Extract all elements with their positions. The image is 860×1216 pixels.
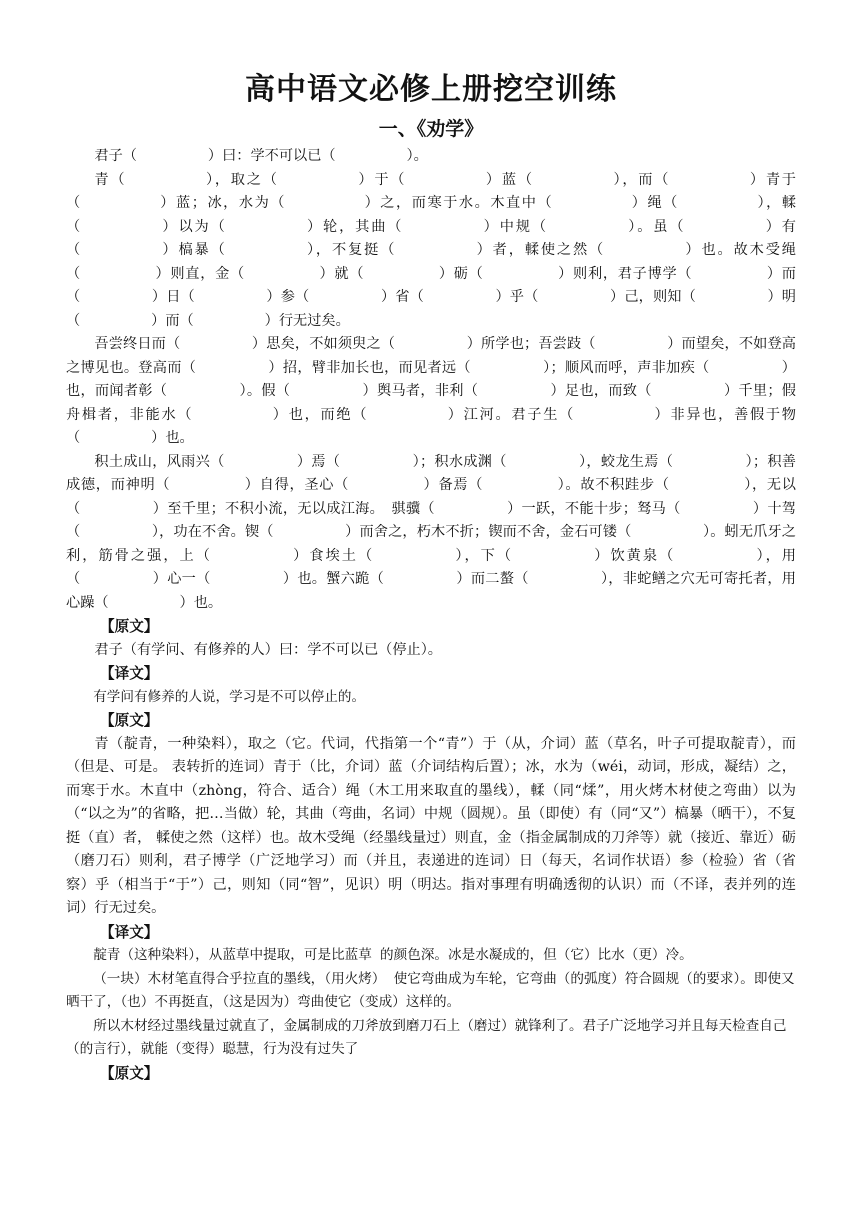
original-heading: 【原文】 [100, 1064, 159, 1082]
translation-heading: 【译文】 [100, 665, 159, 682]
original-heading: 【原文】 [100, 618, 159, 635]
section-title: 一、《劝学》 [378, 118, 484, 140]
page-title: 高中语文必修上册挖空训练 [245, 72, 617, 107]
translation-paragraph-1: 靛青（这种染料），从蓝草中提取，可是比蓝草 的颜色深。冰是水凝成的，但（它）比水（更）冷。 [93, 947, 693, 963]
original-1 [66, 615, 796, 662]
cloze-exercise [66, 145, 796, 615]
document-page [66, 64, 796, 1085]
original-2 [66, 709, 796, 921]
translation-paragraph-2: （一块）木材笔直得合乎拉直的墨线，（用火烤） 使它弯曲成为车轮，它弯曲（的弧度）符合圆规（的要求）。即使又晒干了，（也）不再挺直，（这是因为）弯曲使它（变成）这样的。 [66, 970, 795, 1010]
translation-text: 有学问有修养的人说，学习是不可以停止的。 [93, 688, 366, 705]
original-annotated-text: 青（靛青，一种染料），取之（它。代词，代指第一个“青”）于（从，介词）蓝（草名，叶子可提取靛青），而（但是、可是。 表转折的连词）青于（比，介词）蓝（介词结构后置）；冰，水为（wéi，动词，形成，凝结）之，而寒于水。木直中（zhòng，符合、适合）绳（木工用来取直的墨线），輮（同“煣”，用火烤木材使之弯曲）以为（“以之为”的省略，把…当做）轮，其曲（弯曲，名词）中规（圆规）。虽（即使）有（同“又”）槁暴（晒干），不复挺（直）者， 輮使之然（这样）也。故木受绳（经墨线量过）则直，金（指金属制成的刀斧等）就（接近、靠近）砺（磨刀石）则利，君子博学（广泛地学习）而（并且，表递进的连词）日（每天，名词作状语）参（检验）省（省察）乎（相当于“于”）己，则知（同“智”，见识）明（明达。指对事理有明确透彻的认识）而（不译，表并列的连词）行无过矣。 [66, 735, 796, 916]
cloze-paragraph-2: 青（ ），取之（ ）于（ ）蓝（ ），而（ ）青于（ ）蓝；冰，水为（ ）之，而寒于水。木直中（ ）绳（ ），輮（ ）以为（ ）轮，其曲（ ）中规（ ）。虽（ ）有（ ）槁暴（ ），不复挺（ ）者，輮使之然（ ）也。故木受绳（ ）则直，金（ ）就（ ）砺（ ）则利，君子博学（ ）而（ ）日（ ）参（ ）省（ ）乎（ ）己，则知（ ）明（ ）而（ ）行无过矣。 [66, 171, 796, 329]
cloze-paragraph-3: 吾尝终日而（ ）思矣，不如须臾之（ ）所学也；吾尝跂（ ）而望矣，不如登高之博见也。登高而（ ）招，臂非加长也，而见者远（ ）；顺风而呼，声非加疾（ ）也，而闻者彰（ ）。假（ ）舆马者，非利（ ）足也，而致（ ）千里；假舟楫者，非能水（ ）也，而绝（ ）江河。君子生（ ）非异也，善假于物（ ）也。 [66, 336, 796, 446]
cloze-paragraph-4: 积土成山，风雨兴（ ）焉（ ）；积水成渊（ ），蛟龙生焉（ ）；积善成德，而神明（ ）自得，圣心（ ）备焉（ ）。故不积跬步（ ），无以（ ）至千里；不积小流，无以成江海。 骐骥（ ）一跃，不能十步；驽马（ ）十驾（ ），功在不舍。锲（ ）而舍之，朽木不折；锲而不舍，金石可镂（ ）。蚓无爪牙之利，筋骨之强，上（ ）食埃土（ ），下（ ）饮黄泉（ ），用（ ）心一（ ）也。蟹六跪（ ）而二螯（ ），非蛇鳝之穴无可寄托者，用心躁（ ）也。 [66, 453, 796, 611]
translation-1 [66, 662, 796, 709]
cloze-paragraph-1: 君子（ ）曰：学不可以已（ ）。 [94, 148, 428, 164]
original-3 [66, 1062, 796, 1086]
original-heading: 【原文】 [100, 712, 159, 729]
translation-heading: 【译文】 [100, 923, 159, 941]
original-text: 君子（有学问、有修养的人）曰：学不可以已（停止）。 [94, 641, 442, 658]
translation-paragraph-3: 所以木材经过墨线量过就直了，金属制成的刀斧放到磨刀石上（磨过）就锋利了。君子广泛地学习并且每天检查自己（的言行），就能（变得）聪慧，行为没有过失了 [66, 1017, 787, 1057]
translation-2 [66, 921, 796, 1062]
